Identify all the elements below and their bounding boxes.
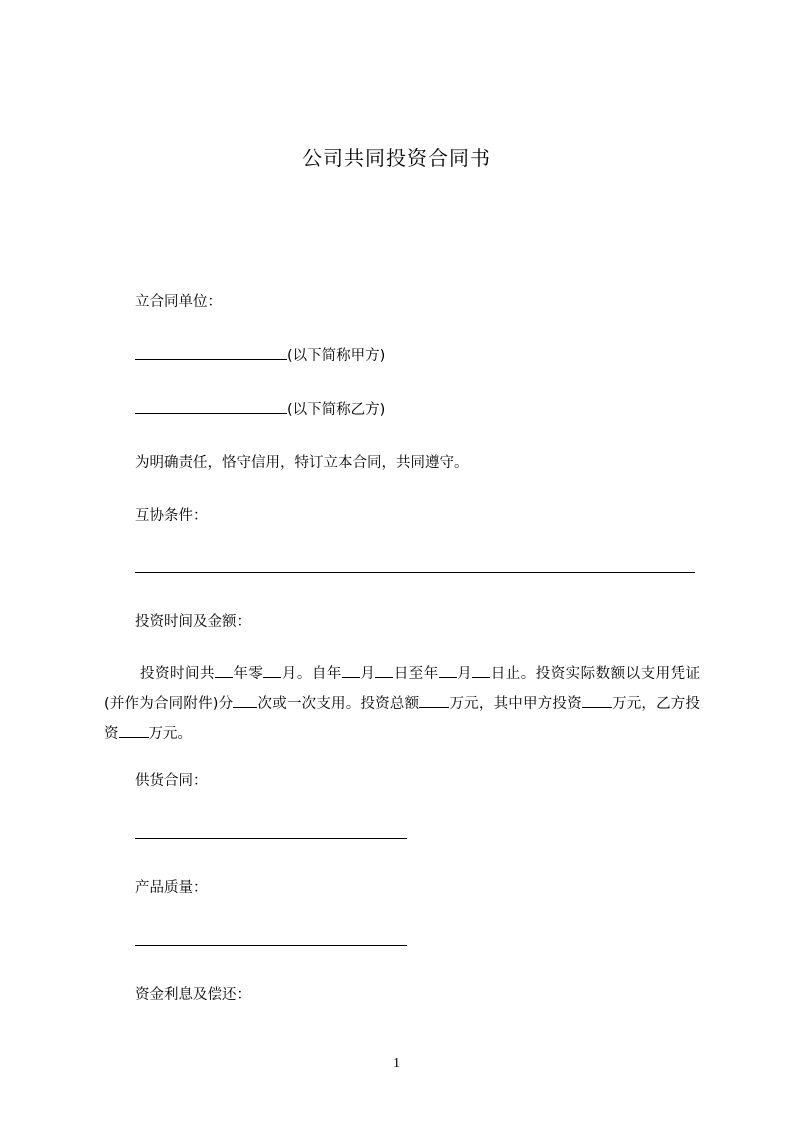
party-a-line bbox=[135, 344, 385, 366]
investment-text-9: 万元，其中甲方投资 bbox=[449, 696, 582, 712]
total-amount-blank bbox=[419, 692, 449, 708]
cooperation-blank-line bbox=[135, 572, 695, 573]
cooperation-label: 互协条件： bbox=[135, 508, 208, 524]
investment-text-6: 月 bbox=[456, 666, 473, 682]
quality-label: 产品质量： bbox=[135, 880, 208, 896]
page-number: 1 bbox=[393, 1056, 400, 1071]
end-day-blank bbox=[472, 662, 490, 678]
investment-text-7: 日止。投资实际数额以支用凭证(并作为合同附件)分 bbox=[104, 666, 701, 712]
start-day-blank bbox=[375, 662, 393, 678]
investment-text-1: 投资时间共 bbox=[140, 666, 215, 682]
months-blank bbox=[263, 662, 281, 678]
investment-text-3: 月。自年 bbox=[281, 666, 342, 682]
party-a-blank bbox=[135, 344, 287, 360]
installments-blank bbox=[233, 692, 257, 708]
investment-text-5: 日至年 bbox=[393, 666, 439, 682]
end-month-blank bbox=[439, 662, 457, 678]
party-b-blank bbox=[135, 398, 287, 414]
investment-text-10: 万元，乙方投资 bbox=[104, 696, 701, 742]
investment-text-4: 月 bbox=[359, 666, 376, 682]
supply-contract-label: 供货合同： bbox=[135, 773, 208, 789]
investment-text-2: 年零 bbox=[232, 666, 264, 682]
purpose-statement: 为明确责任，恪守信用，特订立本合同，共同遵守。 bbox=[135, 455, 469, 471]
start-month-blank bbox=[342, 662, 360, 678]
years-blank bbox=[215, 662, 233, 678]
investment-paragraph bbox=[104, 659, 700, 749]
investment-text-8: 次或一次支用。投资总额 bbox=[257, 696, 420, 712]
investment-text-11: 万元。 bbox=[148, 726, 192, 742]
interest-label: 资金利息及偿还： bbox=[135, 987, 251, 1003]
quality-blank-line bbox=[135, 945, 407, 946]
party-a-suffix: (以下简称甲方) bbox=[287, 348, 386, 364]
supply-blank-line bbox=[135, 838, 407, 839]
parties-label: 立合同单位： bbox=[135, 294, 222, 310]
party-a-amount-blank bbox=[582, 692, 612, 708]
investment-label: 投资时间及金额： bbox=[135, 614, 251, 630]
party-b-line bbox=[135, 398, 385, 420]
document-title: 公司共同投资合同书 bbox=[302, 146, 491, 170]
party-b-suffix: (以下简称乙方) bbox=[287, 402, 386, 418]
party-b-amount-blank bbox=[119, 722, 149, 738]
